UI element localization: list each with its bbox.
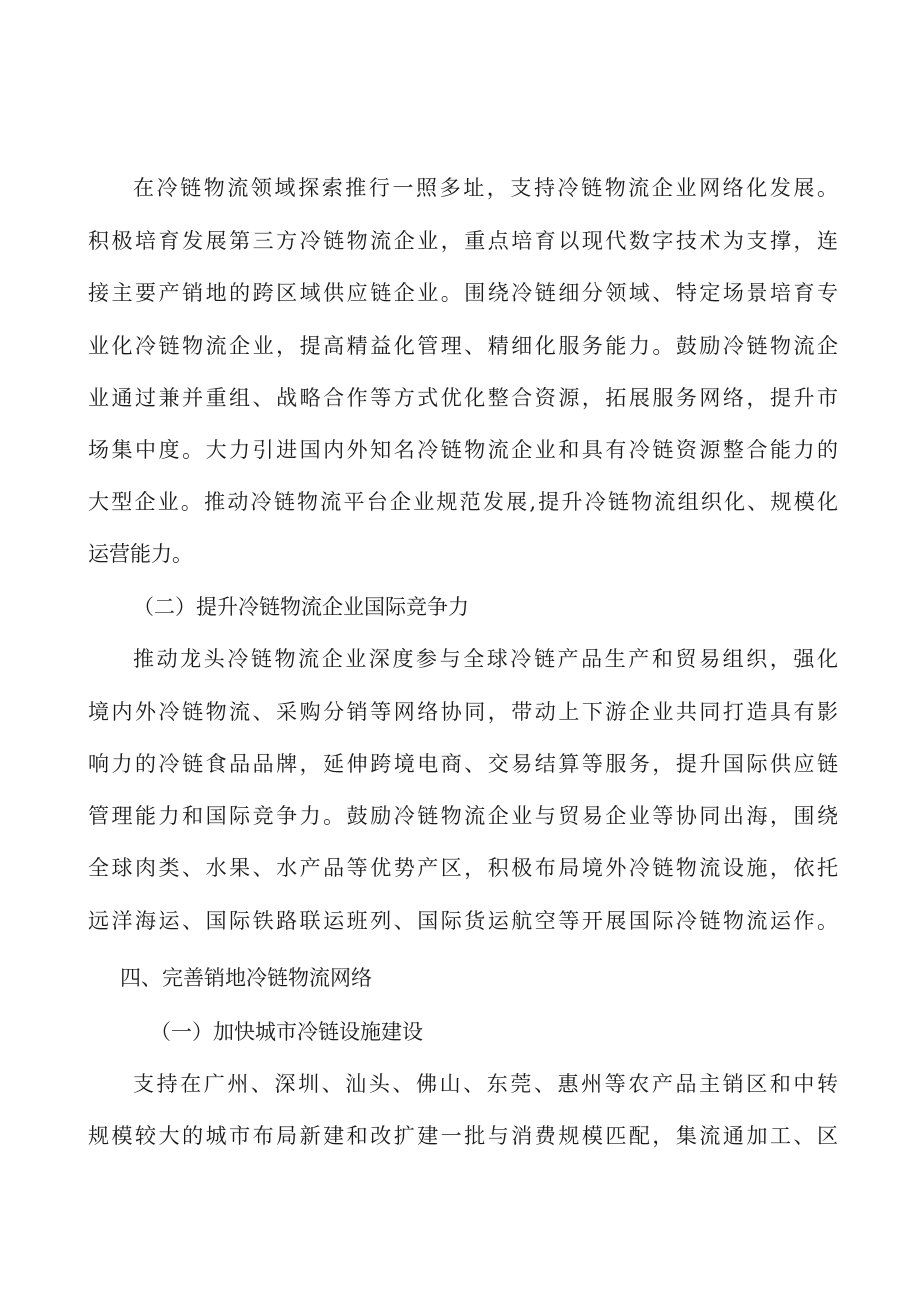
paragraph-2-line-5: 全球肉类、水果、水产品等优势产区，积极布局境外冷链物流设施，依托	[88, 856, 838, 880]
paragraph-1-line-6: 场集中度。大力引进国内外知名冷链物流企业和具有冷链资源整合能力的	[88, 438, 838, 462]
section-heading-1: （一）加快城市冷链设施建设	[150, 1020, 423, 1044]
paragraph-1-line-5: 业通过兼并重组、战略合作等方式优化整合资源，拓展服务网络，提升市	[88, 386, 838, 410]
chapter-heading-4: 四、完善销地冷链物流网络	[120, 966, 372, 990]
paragraph-1-line-1: 在冷链物流领域探索推行一照多址，支持冷链物流企业网络化发展。	[133, 176, 838, 200]
paragraph-1-line-3: 接主要产销地的跨区域供应链企业。围绕冷链细分领域、特定场景培育专	[88, 281, 838, 305]
paragraph-1-line-7: 大型企业。推动冷链物流平台企业规范发展,提升冷链物流组织化、规模化	[88, 490, 838, 514]
paragraph-2-line-4: 管理能力和国际竞争力。鼓励冷链物流企业与贸易企业等协同出海，围绕	[88, 804, 838, 828]
paragraph-1-line-4: 业化冷链物流企业，提高精益化管理、精细化服务能力。鼓励冷链物流企	[88, 334, 838, 358]
paragraph-3-line-1: 支持在广州、深圳、汕头、佛山、东莞、惠州等农产品主销区和中转	[133, 1072, 838, 1096]
paragraph-3-line-2: 规模较大的城市布局新建和改扩建一批与消费规模匹配，集流通加工、区	[88, 1124, 838, 1148]
paragraph-2-line-3: 响力的冷链食品品牌，延伸跨境电商、交易结算等服务，提升国际供应链	[88, 752, 838, 776]
section-heading-2: （二）提升冷链物流企业国际竞争力	[133, 595, 469, 619]
paragraph-2-line-6: 远洋海运、国际铁路联运班列、国际货运航空等开展国际冷链物流运作。	[88, 909, 838, 933]
paragraph-2-line-2: 境内外冷链物流、采购分销等网络协同，带动上下游企业共同打造具有影	[88, 700, 838, 724]
paragraph-2-line-1: 推动龙头冷链物流企业深度参与全球冷链产品生产和贸易组织，强化	[133, 647, 838, 671]
paragraph-1-line-2: 积极培育发展第三方冷链物流企业，重点培育以现代数字技术为支撑，连	[88, 229, 838, 253]
paragraph-1-line-8: 运营能力。	[88, 542, 193, 566]
